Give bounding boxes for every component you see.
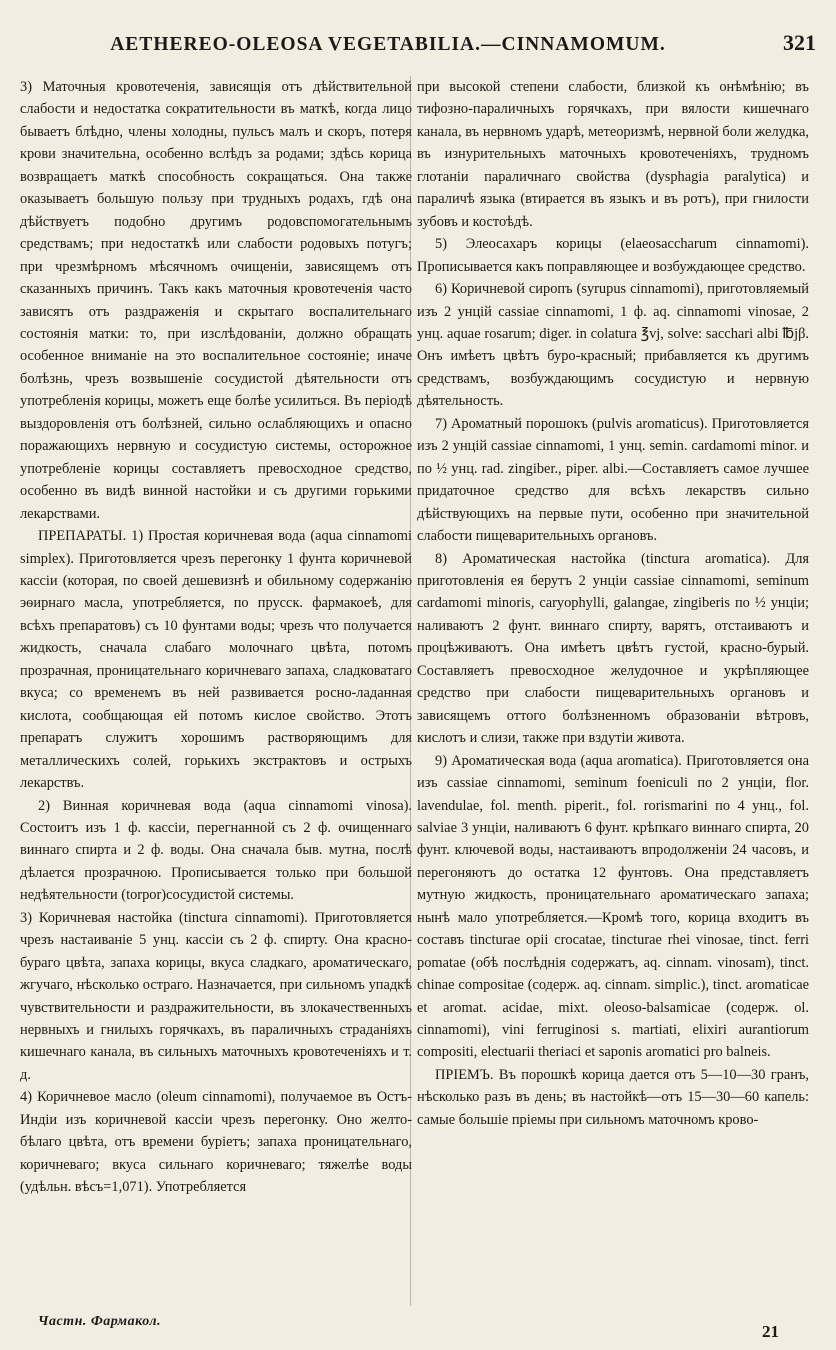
paragraph: 3) Маточныя кровотеченія, зависящія отъ дѣйствительной слабости и недостатка сократительности въ маткѣ, когда лицо бываетъ блѣдно, члены холодны, пульсъ малъ и скоръ, потеря крови значительна, особенно вслѣдъ за родами; здѣсь корица возвращаетъ маткѣ способность сокращаться. Она также оказываетъ большую пользу при трудныхъ родахъ, гдѣ она дѣйствуетъ подобно другимъ родовспомогательнымъ средствамъ; при недостаткѣ или слабости родовыхъ потугъ; при чрезмѣрномъ мѣсячномъ очищеніи, зависящемъ отъ сказанныхъ причинъ. Такъ какъ маточныя кровотеченія часто зависятъ отъ раздраженія и скрытаго воспалительнаго состоянія матки: то, при изслѣдованіи, должно обращать особенное вниманіе на это воспалительное состояніе; иначе болѣзнь, чрезъ возвышеніе сосудистой дѣятельности отъ употребленія корицы, можетъ еще болѣе усилиться. Въ періодѣ выздоровленія отъ болѣзней, сильно ослабляющихъ и опасно поражающихъ нервную и сосудистую системы, осторожное употребленіе корицы составляетъ превосходное средство, особенно въ видѣ винной настойки и съ другими горькими лекарствами. <box>20 79 412 522</box>
paragraph: 3) Коричневая настойка (tinctura cinnamomi). Приготовляется чрезъ настаиваніе 5 унц. кассіи съ 2 ф. спирту. Она красно-бураго цвѣта, запаха корицы, вкуса сладкаго, ароматическаго, жгучаго, нѣсколько остраго. Назначается, при сильномъ упадкѣ чувствительности и раздражительности, въ злокачественныхъ нервныхъ и гнилыхъ горячкахъ, въ параличныхъ страданіяхъ кишечнаго канала, въ сильныхъ маточныхъ кровотеченіяхъ и т. д. <box>20 909 412 1083</box>
paragraph: 4) Коричневое масло (oleum cinnamomi), получаемое въ Остъ-Индіи изъ коричневой кассіи чрезъ перегонку. Оно желто-бѣлаго цвѣта, отъ времени буріетъ; запаха проницательнаго, коричневаго; вкуса сильнаго коричневаго; тяжелѣе воды (удѣльн. вѣсъ=1,071). Употребляется <box>20 1089 412 1196</box>
paragraph: ПРІЕМЪ. Въ порошкѣ корица дается отъ 5—10—30 гранъ, нѣсколько разъ въ день; въ настойкѣ—отъ 15—30—60 капель: самые большіе пріемы при сильномъ маточномъ крово- <box>417 1066 809 1128</box>
paragraph: 9) Ароматическая вода (aqua aromatica). Приготовляется она изъ cassiae cinnamomi, seminum foeniculi по 2 унціи, flor. lavendulae, fol. menth. piperit., fol. rorismarini по 4 унц., fol. salviae 3 унціи, наливаютъ 6 фунт. крѣпкаго виннаго спирта, 20 фунт. ключевой воды, настаиваютъ впродолженіи 24 часовъ, и перегоняютъ до остатка 12 фунтовъ. Она представляетъ мутную жидкость, проницательнаго ароматическаго запаха; нынѣ мало употребляется.—Кромѣ того, корица входитъ въ составъ tincturae opii crocatae, tincturae rhei vinosae, tinct. ferri pomatae (обѣ послѣднія содержатъ, aq. cinnam. vinosam), tinct. chinae compositae (содерж. aq. cinnam. simplic.), tinct. aromaticae et aromat. acidae, mixt. oleoso-balsamicae (содерж. ol. cinnamomi), vini ferruginosi s. martiati, elixiri aurantiorum compositi, electuarii theriaci et saponis aromatici pro balneis. <box>417 752 809 1061</box>
paragraph: 7) Ароматный порошокъ (pulvis aromaticus). Приготовляется изъ 2 унцій cassiae cinnamomi, 1 унц. semin. cardamomi minor. и по ½ унц. rad. zingiber., piper. albi.—Составляетъ самое лучшее придаточное средство для всѣхъ лекарствъ сильно дѣйствующихъ на первые пути, особенно при значительной слабости пищеварительныхъ органовъ. <box>417 415 809 545</box>
running-head: AETHEREO-OLEOSA VEGETABILIA.—CINNAMOMUM. <box>110 34 666 55</box>
paragraph: 6) Коричневой сиропъ (syrupus cinnamomi), приготовляемый изъ 2 унцій cassiae cinnamomi, 1 ф. aq. cinnamomi vinosae, 2 унц. aquae rosarum; diger. in colatura ℥vj, solve: sacchari albi ℔jβ. Онъ имѣетъ цвѣтъ буро-красный; прибавляется къ другимъ средствамъ, возбуждающимъ сосудистую и нервную дѣятельность. <box>417 281 809 410</box>
page-header <box>20 30 816 64</box>
footer-signature: Частн. Фармакол. <box>38 1314 162 1329</box>
right-column <box>417 76 809 1131</box>
left-column <box>20 76 412 1199</box>
paragraph: 5) Элеосахаръ корицы (elaeosaccharum cinnamomi). Прописывается какъ поправляющее и возбуждающее средство. <box>417 236 809 275</box>
paragraph: ПРЕПАРАТЫ. 1) Простая коричневая вода (aqua cinnamomi simplex). Приготовляется чрезъ перегонку 1 фунта коричневой кассіи (которая, по своей дешевизнѣ и обильному содержанію эѳирнаго масла, употребляется, по прусск. фармакоеѣ, для всѣхъ препаратовъ) съ 10 фунтами воды; чрезъ что получается жидкость, сначала слабаго молочнаго цвѣта, потомъ прозрачная, проницательнаго коричневаго запаха, сладковатаго вкуса; со временемъ въ ней развивается росно-ладанная кислота, сообщающая ей потомъ кислое свойство. Этотъ препаратъ служитъ хорошимъ растворяющимъ для металлическихъ солей, горькихъ экстрактовъ и острыхъ лекарствъ. <box>20 528 412 792</box>
page-number: 321 <box>783 30 816 55</box>
paragraph: 2) Винная коричневая вода (aqua cinnamomi vinosa). Состоитъ изъ 1 ф. кассіи, перегнанной съ 2 ф. очищеннаго виннаго спирта и 2 ф. воды. Она сначала быв. мутна, послѣ дѣлается прозрачною. Прописывается только при большой недѣятельности (torpor)сосудистой системы. <box>20 797 412 904</box>
column-divider <box>410 76 411 1306</box>
signature-mark: 21 <box>762 1322 779 1341</box>
paragraph: 8) Ароматическая настойка (tinctura aromatica). Для приготовленія ея берутъ 2 унціи cassiae cinnamomi, seminum cardamomi minoris, caryophylli, galangae, zingiberis по ½ унціи; наливаютъ 2 фунт. виннаго спирту, варятъ, отстаиваютъ и процѣживаютъ. Она имѣетъ цвѣтъ густой, красно-бурый. Составляетъ превосходное желудочное и укрѣпляющее средство при слабости пищеварительныхъ органовъ и зависящемъ оттого болѣзненномъ образованіи вѣтровъ, кислотъ и слизи, также при вздутіи живота. <box>417 550 809 747</box>
paragraph: при высокой степени слабости, близкой къ онѣмѣнію; въ тифозно-параличныхъ горячкахъ, при вялости кишечнаго канала, въ нервномъ ударѣ, метеоризмѣ, нервной боли желудка, въ изнурительныхъ маточныхъ кровотеченіяхъ, трудномъ глотаніи параличнаго свойства (dysphagia paralytica) и параличѣ языка (втирается въ языкъ и въ ротъ), при гнилости зубовъ и костоѣдѣ. <box>417 79 809 230</box>
